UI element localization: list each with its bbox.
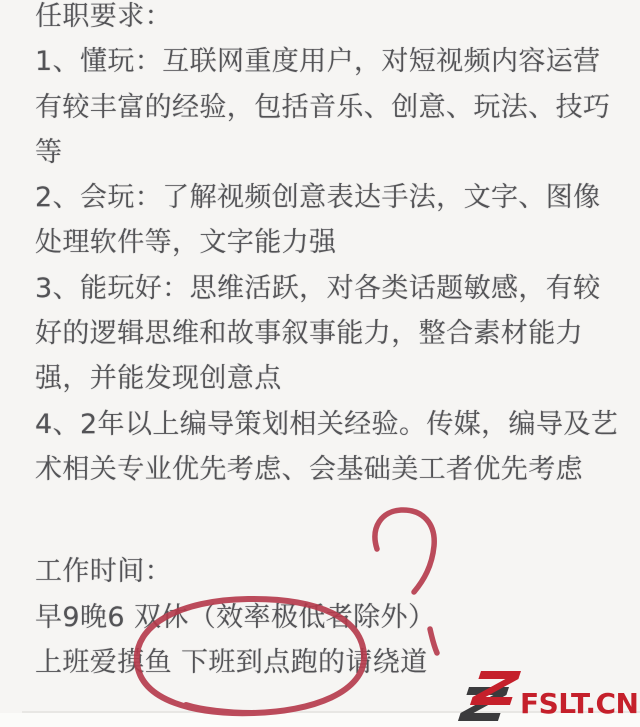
hand-drawn-question-mark-dot xyxy=(430,629,437,653)
work-hours-title: 工作时间： xyxy=(35,556,172,588)
hand-drawn-question-mark-hook xyxy=(375,510,434,592)
requirement-line: 1、懂玩：互联网重度用户，对短视频内容运营 xyxy=(35,46,601,78)
brand-z-logo-icon xyxy=(456,668,524,727)
requirement-line: 3、能玩好：思维活跃，对各类话题敏感，有较 xyxy=(35,272,601,304)
requirement-line: 4、2年以上编导策划相关经验。传媒，编导及艺 xyxy=(35,408,619,440)
hand-drawn-circle xyxy=(137,599,364,713)
work-hours-line: 上班爱摸鱼 下班到点跑的请绕道 xyxy=(35,646,428,678)
work-hours-line: 早9晚6 双休（效率极低者除外） xyxy=(35,601,436,633)
requirement-line: 有较丰富的经验，包括音乐、创意、玩法、技巧 xyxy=(35,91,611,123)
requirements-title: 任职要求： xyxy=(35,1,172,32)
requirement-line: 等 xyxy=(35,136,63,168)
requirement-line: 术相关专业优先考虑、会基础美工者优先考虑 xyxy=(35,453,583,485)
watermark-brand-text: FSLT.CN xyxy=(520,687,639,720)
requirement-line: 强，并能发现创意点 xyxy=(35,363,282,395)
watermark xyxy=(456,668,640,727)
requirement-line: 处理软件等，文字能力强 xyxy=(35,227,337,259)
requirement-line: 好的逻辑思维和故事叙事能力，整合素材能力 xyxy=(35,318,583,350)
requirement-line: 2、会玩：了解视频创意表达手法，文字、图像 xyxy=(35,182,601,214)
